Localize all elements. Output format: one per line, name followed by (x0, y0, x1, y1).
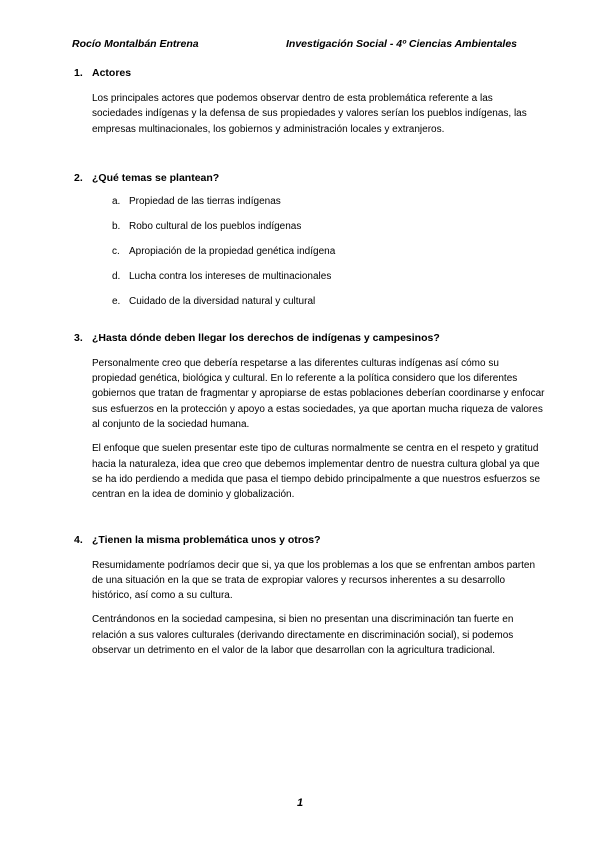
list-text: Propiedad de las tierras indígenas (129, 195, 281, 207)
paragraph: El enfoque que suelen presentar este tipo de culturas normalmente se centra en el respeto y gratitud hacia la naturaleza, idea que creo que debemos implementar dentro de nuestra cultura global ya que se ha ido perdiendo a medida que pasa el tiempo debido principalmente a que nuestros esfuerzos se centran en la idea de dominio y globalización. (92, 443, 541, 501)
document-body (74, 66, 546, 658)
list-marker: a. (112, 195, 121, 207)
list-text: Apropiación de la propiedad genética indígena (129, 245, 336, 257)
section-number: 1. (74, 67, 83, 79)
section-problematica (74, 533, 546, 659)
list-item (74, 245, 546, 259)
paragraph: Los principales actores que podemos observar dentro de esta problemática referente a las sociedades indígenas y la defensa de sus propiedades y valores serían los pueblos indígenas, las empresas multinacionales, los gobiernos y administración locales y extranjeros. (92, 93, 527, 135)
section-actores (74, 66, 546, 137)
list-item (74, 270, 546, 284)
section-heading (74, 533, 546, 547)
section-derechos (74, 331, 546, 503)
section-temas (74, 171, 546, 309)
list-marker: e. (112, 295, 121, 307)
list-marker: d. (112, 270, 121, 282)
section-number: 2. (74, 171, 83, 184)
page-header (72, 38, 528, 52)
section-title: ¿Qué temas se plantean? (92, 171, 220, 184)
header-course: Investigación Social - 4º Ciencias Ambientales (286, 38, 518, 50)
list-marker: c. (112, 245, 120, 257)
section-number: 4. (74, 533, 83, 546)
list-text: Robo cultural de los pueblos indígenas (129, 220, 302, 232)
list-item (74, 220, 546, 234)
section-heading (74, 66, 546, 80)
section-heading (74, 331, 546, 345)
list-text: Lucha contra los intereses de multinacionales (129, 270, 332, 282)
paragraph: Personalmente creo que debería respetarse a las diferentes culturas indígenas así cómo su propiedad genética, biológica y cultural. En lo referente a la política considero que los diferentes gobiernos que tratan de fragmentar y apropiarse de estas poblaciones deberían coordinarse y enfocar sus esfuerzos en la protección y apoyo a estas sociedades, ya que aportan mucha riqueza de valores al conjunto de la sociedad humana. (92, 357, 545, 431)
topics-list (74, 195, 546, 309)
list-text: Cuidado de la diversidad natural y cultural (129, 295, 316, 307)
list-item (74, 295, 546, 309)
section-title: Actores (92, 67, 132, 79)
page-number: 1 (296, 797, 304, 809)
section-number: 3. (74, 331, 83, 344)
header-author: Rocío Montalbán Entrena (72, 38, 199, 50)
section-title: ¿Hasta dónde deben llegar los derechos de indígenas y campesinos? (92, 331, 440, 344)
paragraph: Centrándonos en la sociedad campesina, si bien no presentan una discriminación tan fuerte en relación a sus valores culturales (derivando directamente en discriminación social), si podemos observar un detrimento en el valor de la labor que desarrollan con la agricultura tradicional. (92, 614, 514, 657)
section-heading (74, 171, 546, 185)
list-item (74, 195, 546, 209)
paragraph: Resumidamente podríamos decir que si, ya que los problemas a los que se enfrentan ambos parten de una situación en la que se trata de expropiar valores y recursos inherentes a su desarrollo histórico, así como a su cultura. (92, 559, 536, 602)
list-marker: b. (112, 220, 121, 232)
section-title: ¿Tienen la misma problemática unos y otros? (92, 533, 321, 546)
